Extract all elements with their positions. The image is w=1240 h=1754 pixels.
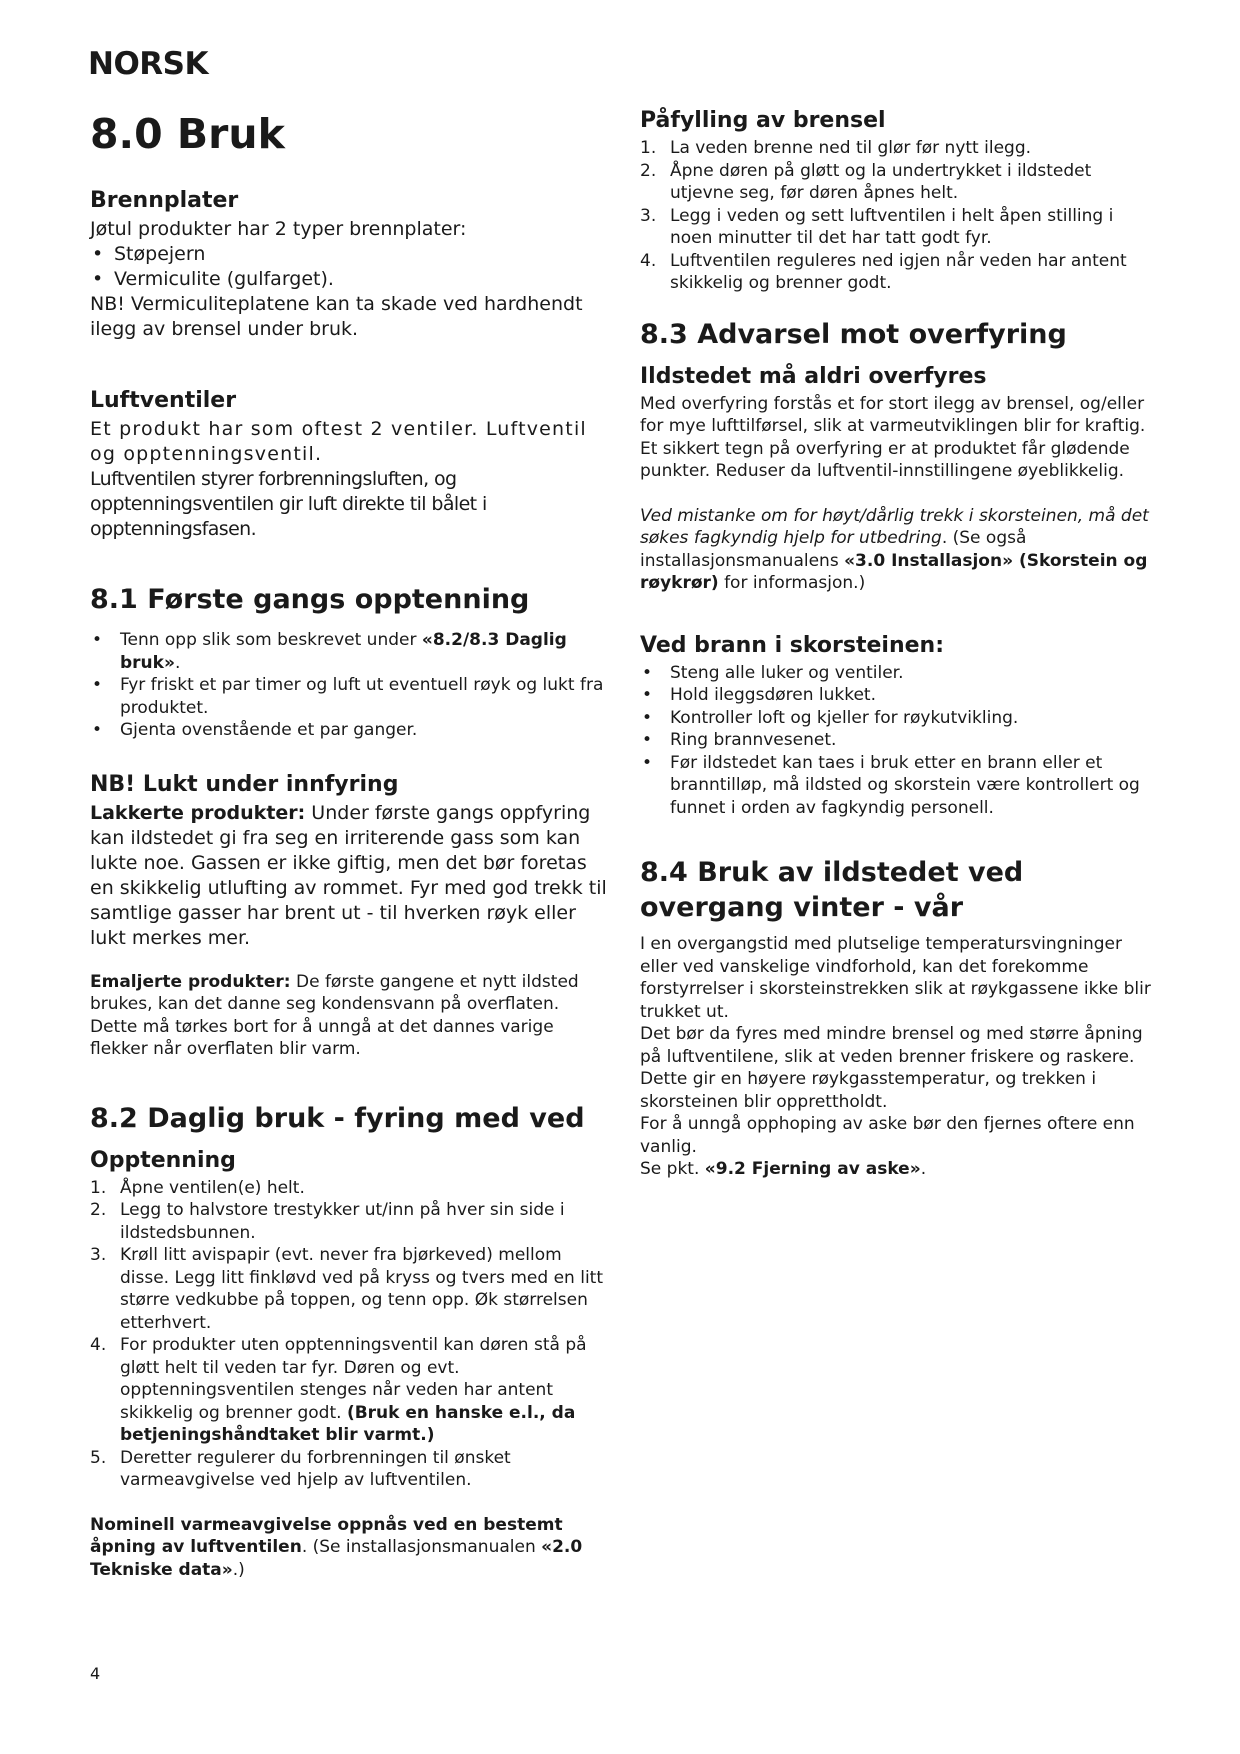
list-item: 2. Åpne døren på gløtt og la undertrykket i ildstedet utjevne seg, før døren åpnes helt. (640, 160, 1092, 203)
s84-heading: 8.4 Bruk av ildstedet ved overgang vinter - vår (640, 857, 1024, 924)
brann-heading: Ved brann i skorsteinen: (640, 632, 944, 658)
section-8-4 (640, 855, 1160, 1181)
s83-subheading: Ildstedet må aldri overfyres (640, 363, 987, 389)
language-label: NORSK (88, 46, 209, 82)
s84-p1: I en overgangstid med plutselige temperatursvingninger eller ved vanskelige vindforhold, kan det forekomme forstyrrelser i skorsteinstrekken slik at røykgassene ikke blir trukket ut. (640, 934, 1151, 1022)
s84-p3: For å unngå opphoping av aske bør den fjernes oftere enn vanlig. (640, 1114, 1135, 1157)
s81-heading: 8.1 Første gangs opptenning (90, 584, 530, 615)
nb-lukt-heading: NB! Lukt under innfyring (90, 771, 399, 797)
section-luftventiler (90, 388, 610, 542)
section-8-2 (90, 1101, 610, 1582)
s82-note: Nominell varmeavgivelse oppnås ved en bestemt åpning av luftventilen. (Se installasjonsmanualen «2.0 Tekniske data».) (90, 1514, 583, 1580)
s83-text: Med overfyring forstås et for stort ilegg av brensel, og/eller for mye lufttilførsel, slik at varmeutviklingen blir for kraftig. Et sikkert tegn på overfyring er at produktet får glødende punkter. Reduser da luftventil-innstillingene øyeblikkelig. (640, 393, 1146, 482)
left-column (90, 108, 610, 1611)
right-column (640, 108, 1160, 1211)
pafylling-heading: Påfylling av brensel (640, 108, 886, 133)
brennplater-heading: Brennplater (90, 188, 239, 213)
chapter-title: 8.0 Bruk (90, 110, 285, 158)
page-number: 4 (90, 1664, 101, 1683)
list-item: • Hold ileggsdøren lukket. (640, 684, 1160, 707)
emaljerte-paragraph: Emaljerte produkter: De første gangene et nytt ildsted brukes, kan det danne seg kondensvann på overflaten. Dette må tørkes bort for å unngå at det dannes varige flekker når overflaten blir varm. (90, 971, 579, 1060)
list-item: 4. Luftventilen reguleres ned igjen når veden har antent skikkelig og brenner godt. (640, 250, 1127, 293)
list-item: • Før ildstedet kan taes i bruk etter en brann eller et branntilløp, må ildsted og skorstein være kontrollert og funnet i orden av fagkyndig personell. (640, 752, 1160, 820)
list-item: 3. Legg i veden og sett luftventilen i helt åpen stilling i noen minutter til det har tatt godt fyr. (640, 205, 1114, 248)
luftventiler-heading: Luftventiler (90, 388, 237, 413)
list-item: 1. Åpne ventilen(e) helt. (90, 1177, 305, 1198)
list-item: • Støpejern (90, 242, 610, 267)
list-item: 5. Deretter regulerer du forbrenningen til ønsket varmeavgivelse ved hjelp av luftventilen. (90, 1447, 511, 1491)
opptenning-heading: Opptenning (90, 1147, 236, 1173)
section-nb-lukt (90, 772, 610, 1061)
luftventiler-text2: Luftventilen styrer forbrenningsluften, og opptenningsventilen gir luft direkte til bålet i opptenningsfasen. (90, 468, 487, 540)
s84-p2: Det bør da fyres med mindre brensel og med større åpning på luftventilene, slik at veden brenner friskere og raskere. Dette gir en høyere røykgasstemperatur, og trekken i skorsteinen blir opprettholdt. (640, 1024, 1143, 1112)
s84-p4: Se pkt. «9.2 Fjerning av aske». (640, 1159, 927, 1180)
list-item: 1. La veden brenne ned til glør før nytt ilegg. (640, 138, 1032, 158)
s82-heading: 8.2 Daglig bruk - fyring med ved (90, 1102, 585, 1134)
list-item: • Vermiculite (gulfarget). (90, 267, 610, 292)
list-item: • Kontroller loft og kjeller for røykutvikling. (640, 707, 1160, 730)
list-item: 4. For produkter uten opptenningsventil kan døren stå på gløtt helt til veden tar fyr. Døren og evt. opptenningsventilen stenges når veden har antent skikkelig og brenner godt. (Bruk en hanske e.l., da betjeningshåndtaket blir varmt.) (90, 1335, 587, 1446)
s83-warning: Ved mistanke om for høyt/dårlig trekk i skorsteinen, må det søkes fagkyndig hjelp for utbedring. (Se også installasjonsmanualens «3.0 Installasjon» (Skorstein og røykrør) for informasjon.) (640, 505, 1149, 594)
list-item: 3. Krøll litt avispapir (evt. never fra bjørkeved) mellom disse. Legg litt finkløvd ved på kryss og tvers med en litt større vedkubbe på toppen, og tenn opp. Øk størrelsen etterhvert. (90, 1245, 603, 1333)
brennplater-note: NB! Vermiculiteplatene kan ta skade ved hardhendt ilegg av brensel under bruk. (90, 293, 583, 340)
list-item: • Steng alle luker og ventiler. (640, 662, 1160, 685)
luftventiler-text1: Et produkt har som oftest 2 ventiler. Luftventil og opptenningsventil. (90, 418, 587, 465)
section-pafylling (640, 108, 1160, 295)
list-item: • Gjenta ovenstående et par ganger. (90, 719, 610, 742)
section-brann (640, 633, 1160, 820)
list-item: • Ring brannvesenet. (640, 729, 1160, 752)
list-item: • Fyr friskt et par timer og luft ut eventuell røyk og lukt fra produktet. (90, 674, 610, 719)
section-8-3 (640, 317, 1160, 595)
s83-heading: 8.3 Advarsel mot overfyring (640, 318, 1067, 350)
list-item: 2. Legg to halvstore trestykker ut/inn på hver sin side i ildstedsbunnen. (90, 1200, 565, 1243)
lakkerte-paragraph: Lakkerte produkter: Under første gangs oppfyring kan ildstedet gi fra seg en irriterende gass som kan lukte noe. Gassen er ikke giftig, men det bør foretas en skikkelig utlufting av rommet. Fyr med god trekk til samtlige gasser har brent ut - til hverken røyk eller lukt merkes mer. (90, 801, 607, 949)
list-item: • Tenn opp slik som beskrevet under «8.2/8.3 Daglig bruk». (90, 629, 610, 674)
section-8-1 (90, 582, 610, 742)
brennplater-intro: Jøtul produkter har 2 typer brennplater: (90, 218, 467, 240)
section-brennplater (90, 188, 610, 342)
